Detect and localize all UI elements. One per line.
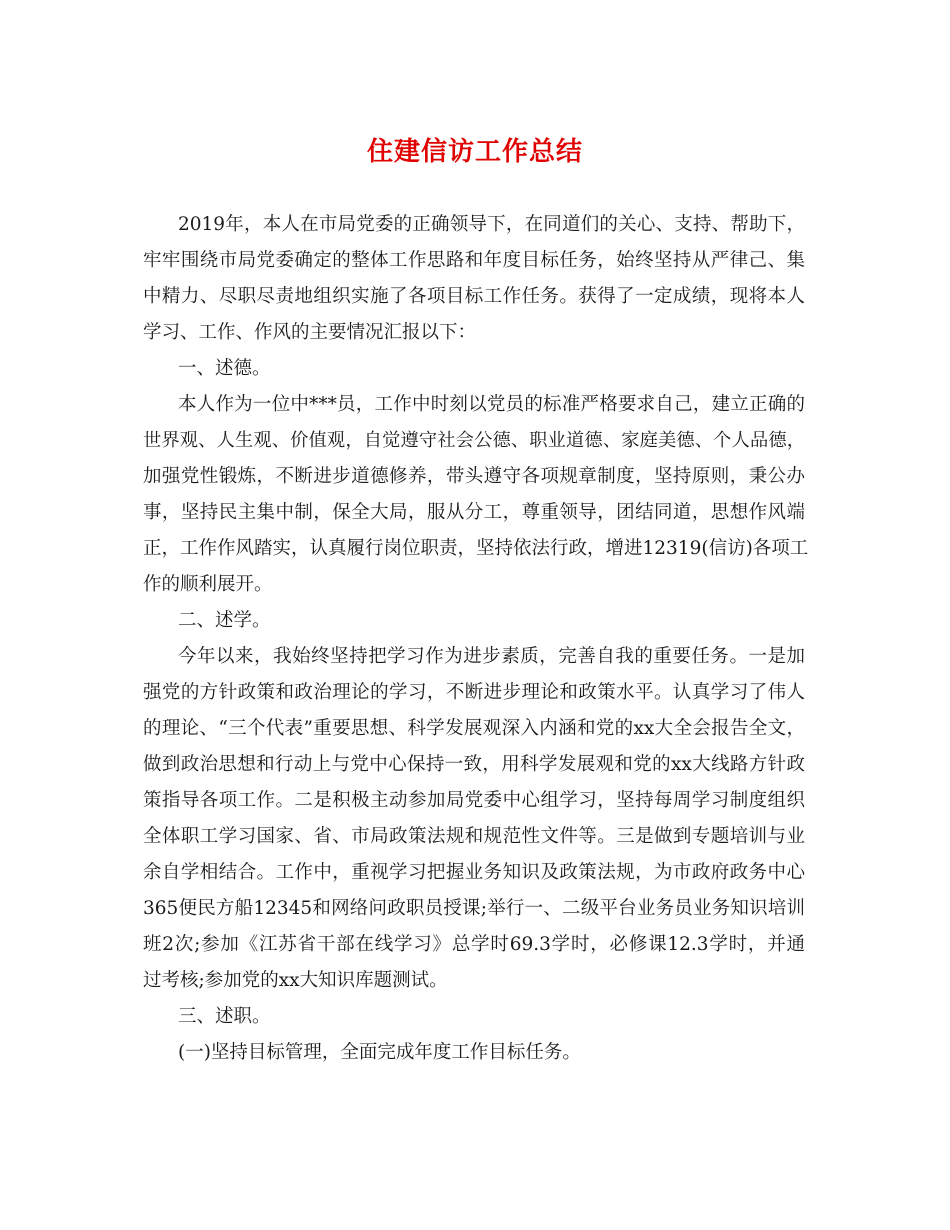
subsection-heading: (一)坚持目标管理，全面完成年度工作目标任务。 [178,1042,581,1063]
paragraph-line: 中精力、尽职尽责地组织实施了各项目标工作任务。获得了一定成绩，现将本人 [143,286,805,307]
paragraph-line: 策指导各项工作。二是积极主动参加局党委中心组学习，坚持每周学习制度组织 [143,790,805,811]
document-title: 住建信访工作总结 [366,137,583,167]
paragraph-line: 做到政治思想和行动上与党中心保持一致，用科学发展观和党的xx大线路方针政 [143,754,805,775]
paragraph-line: 2019年，本人在市局党委的正确领导下，在同道们的关心、支持、帮助下， [178,214,805,235]
paragraph-line: 加强党性锻炼，不断进步道德修养，带头遵守各项规章制度，坚持原则，秉公办 [143,466,805,487]
paragraph-line: 365便民方船12345和网络问政职员授课;举行一、二级平台业务员业务知识培训 [143,898,805,919]
paragraph-line: 作的顺利展开。 [143,574,273,595]
paragraph-line: 牢牢围绕市局党委确定的整体工作思路和年度目标任务，始终坚持从严律己、集 [143,250,805,271]
paragraph-line: 今年以来，我始终坚持把学习作为进步素质，完善自我的重要任务。一是加 [178,646,805,667]
paragraph-line: 过考核;参加党的xx大知识库题测试。 [143,970,448,991]
paragraph-line: 强党的方针政策和政治理论的学习，不断进步理论和政策水平。认真学习了伟人 [143,682,805,703]
paragraph-line: 余自学相结合。工作中，重视学习把握业务知识及政策法规，为市政府政务中心 [143,862,805,883]
paragraph-line: 班2次;参加《江苏省干部在线学习》总学时69.3学时，必修课12.3学时，并通 [143,934,805,955]
paragraph-line: 本人作为一位中***员，工作中时刻以党员的标准严格要求自己，建立正确的 [178,394,805,415]
section-heading: 一、述德。 [178,358,271,379]
paragraph-line: 学习、工作、作风的主要情况汇报以下： [143,322,477,343]
section-heading: 二、述学。 [178,610,271,631]
section-heading: 三、述职。 [178,1006,271,1027]
paragraph-line: 世界观、人生观、价值观，自觉遵守社会公德、职业道德、家庭美德、个人品德， [143,430,805,451]
paragraph-line: 的理论、“三个代表”重要思想、科学发展观深入内涵和党的xx大全会报告全文， [143,718,805,739]
paragraph-line: 正，工作作风踏实，认真履行岗位职责，坚持依法行政，增进12319(信访)各项工 [143,538,809,559]
paragraph-line: 事，坚持民主集中制，保全大局，服从分工，尊重领导，团结同道，思想作风端 [143,502,805,523]
paragraph-line: 全体职工学习国家、省、市局政策法规和规范性文件等。三是做到专题培训与业 [143,826,805,847]
